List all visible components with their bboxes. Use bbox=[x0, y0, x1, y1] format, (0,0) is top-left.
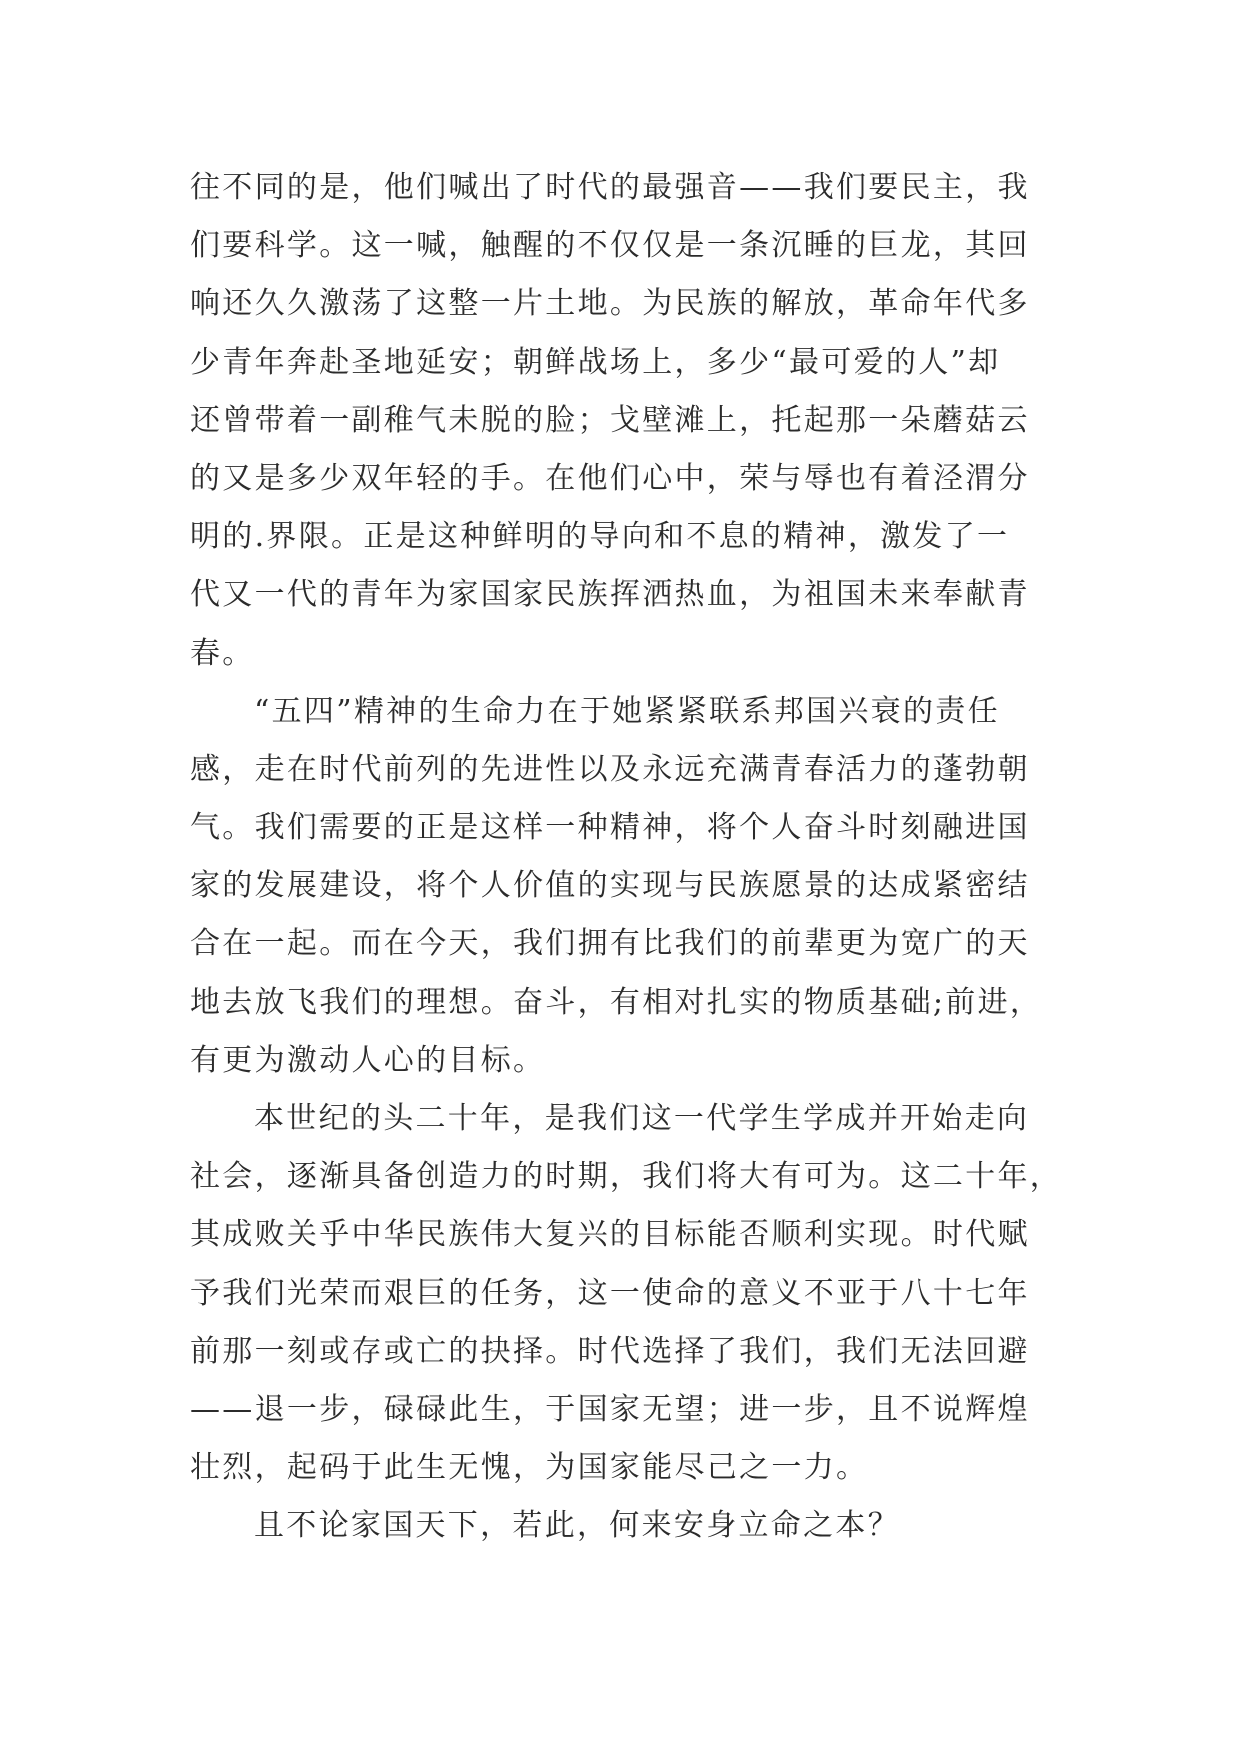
text-line: 前那一刻或存或亡的抉择。时代选择了我们，我们无法回避 bbox=[190, 1333, 1030, 1369]
text-line: 壮烈，起码于此生无愧，为国家能尽己之一力。 bbox=[190, 1450, 869, 1486]
paragraph-3 bbox=[190, 1090, 1063, 1497]
text-line: 其成败关乎中华民族伟大复兴的目标能否顺利实现。时代赋 bbox=[190, 1217, 1030, 1253]
body-text bbox=[190, 159, 1063, 1556]
text-line: 代又一代的青年为家国家民族挥洒热血，为祖国未来奉献青 bbox=[190, 577, 1030, 613]
text-line: “五四”精神的生命力在于她紧紧联系邦国兴衰的责任 bbox=[254, 693, 1000, 729]
text-line: 感，走在时代前列的先进性以及永远充满青春活力的蓬勃朝 bbox=[190, 751, 1030, 787]
text-line: 气。我们需要的正是这样一种精神，将个人奋斗时刻融进国 bbox=[190, 810, 1030, 846]
paragraph-4 bbox=[190, 1497, 1050, 1555]
paragraph-2 bbox=[190, 683, 1050, 1090]
text-line: 予我们光荣而艰巨的任务，这一使命的意义不亚于八十七年 bbox=[190, 1275, 1030, 1311]
text-line: 本世纪的头二十年，是我们这一代学生学成并开始走向 bbox=[254, 1101, 1030, 1136]
text-line: 往不同的是，他们喊出了时代的最强音——我们要民主，我 bbox=[190, 170, 1030, 205]
text-line: 的又是多少双年轻的手。在他们心中，荣与辱也有着泾渭分 bbox=[190, 460, 1030, 496]
text-line: 地去放飞我们的理想。奋斗，有相对扎实的物质基础;前进， bbox=[190, 984, 1043, 1020]
text-line: 少青年奔赴圣地延安；朝鲜战场上，多少“最可爱的人”却 bbox=[190, 344, 1001, 380]
paragraph-1 bbox=[190, 159, 1050, 683]
text-line: 家的发展建设，将个人价值的实现与民族愿景的达成紧密结 bbox=[190, 868, 1030, 904]
text-line: 们要科学。这一喊，触醒的不仅仅是一条沉睡的巨龙，其回 bbox=[190, 228, 1030, 264]
text-line: 明的.界限。正是这种鲜明的导向和不息的精神，激发了一 bbox=[190, 519, 1010, 555]
text-line: ——退一步，碌碌此生，于国家无望；进一步，且不说辉煌 bbox=[190, 1391, 1030, 1427]
text-line: 春。 bbox=[190, 635, 255, 671]
text-line: 响还久久激荡了这整一片土地。为民族的解放，革命年代多 bbox=[190, 286, 1030, 322]
text-line: 有更为激动人心的目标。 bbox=[190, 1042, 546, 1078]
text-line: 社会，逐渐具备创造力的时期，我们将大有可为。这二十年， bbox=[190, 1159, 1063, 1195]
text-line: 且不论家国天下，若此，何来安身立命之本？ bbox=[254, 1508, 900, 1544]
text-line: 还曾带着一副稚气未脱的脸；戈壁滩上，托起那一朵蘑菇云 bbox=[190, 402, 1030, 438]
text-line: 合在一起。而在今天，我们拥有比我们的前辈更为宽广的天 bbox=[190, 926, 1030, 962]
